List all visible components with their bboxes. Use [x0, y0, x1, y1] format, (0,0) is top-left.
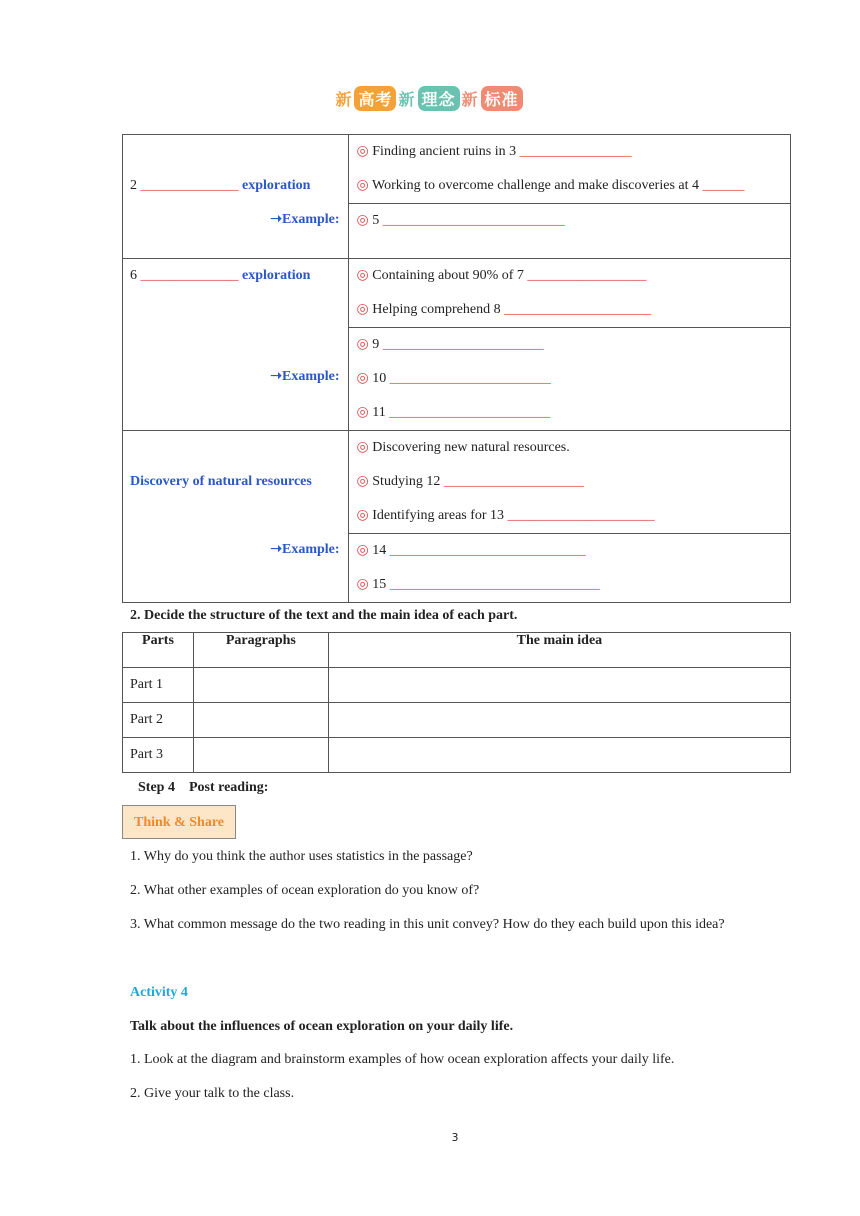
row1-left-cell — [123, 135, 349, 259]
header-parts: Parts — [123, 633, 194, 668]
row3-left-cell — [123, 431, 349, 603]
table-row — [123, 668, 791, 703]
paragraphs-cell[interactable] — [193, 668, 328, 703]
header-main-idea: The main idea — [328, 633, 790, 668]
list-item: ◎ Helping comprehend 8 _____________________ — [356, 302, 652, 317]
question-2: 2. What other examples of ocean exploration do you know of? — [130, 883, 480, 898]
activity4-task: Talk about the influences of ocean exploration on your daily life. — [130, 1019, 514, 1034]
part-label: Part 1 — [123, 668, 194, 703]
list-item: ◎ 9 _______________________ — [356, 337, 544, 352]
part-label: Part 3 — [123, 738, 194, 773]
think-share-box: Think & Share — [122, 805, 236, 839]
row3-items-cell — [348, 431, 790, 534]
list-item: ◎ 11 _______________________ — [356, 405, 551, 420]
header-box-2: 理念 — [418, 86, 460, 111]
row2-items-cell — [348, 259, 790, 328]
parts-table — [122, 632, 791, 773]
row3-example-label: ➝Example: — [270, 542, 340, 557]
header-box-3: 标准 — [481, 86, 523, 111]
row1-example-label: ➝Example: — [270, 212, 340, 227]
header-paragraphs: Paragraphs — [193, 633, 328, 668]
row2-examples-cell — [348, 328, 790, 431]
list-item: ◎ 15 ______________________________ — [356, 577, 600, 592]
table-row — [123, 703, 791, 738]
question-3: 3. What common message do the two reading in this unit convey? How do they each build upon this idea? — [130, 917, 725, 932]
table-row — [123, 738, 791, 773]
list-item: ◎ Studying 12 ____________________ — [356, 474, 584, 489]
main-idea-cell[interactable] — [328, 703, 790, 738]
step4-heading: Step 4 Post reading: — [138, 780, 269, 795]
activity4-step-2: 2. Give your talk to the class. — [130, 1086, 295, 1101]
list-item: ◎ Working to overcome challenge and make discoveries at 4 ______ — [356, 178, 745, 193]
row2-heading: 6 ______________ exploration — [130, 268, 311, 283]
list-item: ◎ 5 __________________________ — [356, 213, 565, 228]
list-item: ◎ 14 ____________________________ — [356, 543, 586, 558]
list-item: ◎ Containing about 90% of 7 _________________ — [356, 268, 647, 283]
list-item: ◎ Discovering new natural resources. — [356, 440, 570, 455]
header-char-2: 新 — [398, 90, 416, 109]
row3-heading: Discovery of natural resources — [130, 474, 312, 489]
row1-items-cell — [348, 135, 790, 204]
list-item: ◎ Finding ancient ruins in 3 ________________ — [356, 144, 632, 159]
part-label: Part 2 — [123, 703, 194, 738]
header-box-1: 高考 — [354, 86, 396, 111]
row3-examples-cell — [348, 534, 790, 603]
paragraphs-cell[interactable] — [193, 703, 328, 738]
row1-examples-cell — [348, 204, 790, 259]
header-logo — [0, 86, 860, 111]
activity4-title: Activity 4 — [130, 985, 188, 1000]
header-char-1: 新 — [335, 90, 353, 109]
paragraphs-cell[interactable] — [193, 738, 328, 773]
main-idea-cell[interactable] — [328, 668, 790, 703]
question-1: 1. Why do you think the author uses statistics in the passage? — [130, 849, 473, 864]
exploration-table — [122, 134, 791, 603]
activity4-step-1: 1. Look at the diagram and brainstorm examples of how ocean exploration affects your daily life. — [130, 1052, 675, 1067]
row2-left-cell — [123, 259, 349, 431]
row1-heading: 2 ______________ exploration — [130, 178, 311, 193]
list-item: ◎ 10 _______________________ — [356, 371, 551, 386]
header-char-3: 新 — [461, 90, 479, 109]
section2-title: 2. Decide the structure of the text and the main idea of each part. — [130, 608, 518, 623]
list-item: ◎ Identifying areas for 13 _____________________ — [356, 508, 655, 523]
row2-example-label: ➝Example: — [270, 369, 340, 384]
page-number: 3 — [451, 1131, 459, 1144]
main-idea-cell[interactable] — [328, 738, 790, 773]
